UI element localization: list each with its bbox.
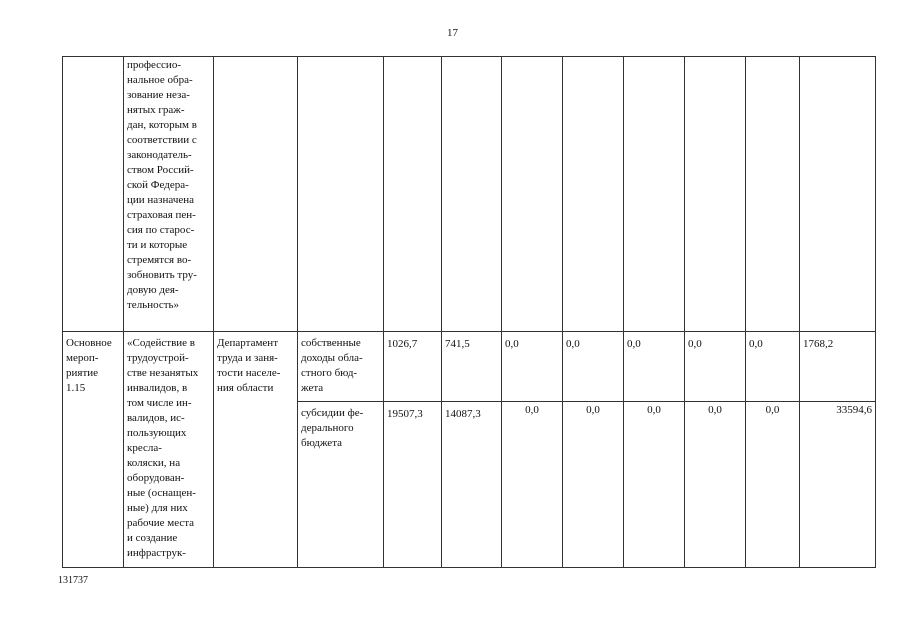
cell-value: 0,0 [746, 332, 800, 402]
cell-empty [563, 57, 624, 332]
cell-value: 0,0 [563, 402, 624, 568]
cell-value-total: 33594,6 [800, 402, 876, 568]
cell-empty [624, 57, 685, 332]
cell-value: 0,0 [624, 402, 685, 568]
document-code: 131737 [58, 575, 88, 586]
cell-funding-source [298, 402, 384, 568]
funding-source-text: субсидии фе- дерального бюджета [301, 407, 364, 449]
page-number: 17 [447, 27, 458, 39]
executor-text: Департамент труда и заня- тости населе- ния области [217, 337, 281, 394]
cell-activity-name [124, 332, 214, 568]
cell-executor [214, 332, 298, 568]
cell-value: 741,5 [442, 332, 502, 402]
cell-value: 0,0 [502, 332, 563, 402]
cell-empty [800, 57, 876, 332]
cell-value: 0,0 [624, 332, 685, 402]
activity-code-text: Основное мероп- риятие 1.15 [66, 337, 112, 394]
cell-empty [298, 57, 384, 332]
table-row-continuation [63, 57, 876, 332]
cell-activity-name-continued [124, 57, 214, 332]
activity-name-continued-text: профессио- нальное обра- зование неза- нятых граж- дан, которым в соответствии с законодатель- ством Россий- ской Федера- ции назначена страховая пен- сия по старос- ти и которые стремятся во- зобновить тру- довую дея- тельность» [127, 59, 197, 311]
budget-table [62, 56, 876, 568]
cell-empty [746, 57, 800, 332]
activity-name-text: «Содействие в трудоустрой- стве незанятых инвалидов, в том числе ин- валидов, ис- пользующих кресла- коляски, на оборудован- ные (оснащен- ные) для них рабочие места и создание инфраструк- [127, 337, 199, 559]
cell-value: 0,0 [685, 332, 746, 402]
cell-empty [502, 57, 563, 332]
cell-activity-code [63, 332, 124, 568]
cell-value: 0,0 [563, 332, 624, 402]
table-row-own-revenue [63, 332, 876, 402]
cell-empty [685, 57, 746, 332]
cell-value: 14087,3 [442, 402, 502, 568]
cell-value: 0,0 [746, 402, 800, 568]
cell-value: 0,0 [502, 402, 563, 568]
cell-empty [384, 57, 442, 332]
funding-source-text: собственные доходы обла- стного бюд- жета [301, 337, 363, 394]
cell-funding-source [298, 332, 384, 402]
cell-value: 1026,7 [384, 332, 442, 402]
cell-value-total: 1768,2 [800, 332, 876, 402]
cell-empty [214, 57, 298, 332]
cell-empty [63, 57, 124, 332]
cell-empty [442, 57, 502, 332]
cell-value: 19507,3 [384, 402, 442, 568]
cell-value: 0,0 [685, 402, 746, 568]
